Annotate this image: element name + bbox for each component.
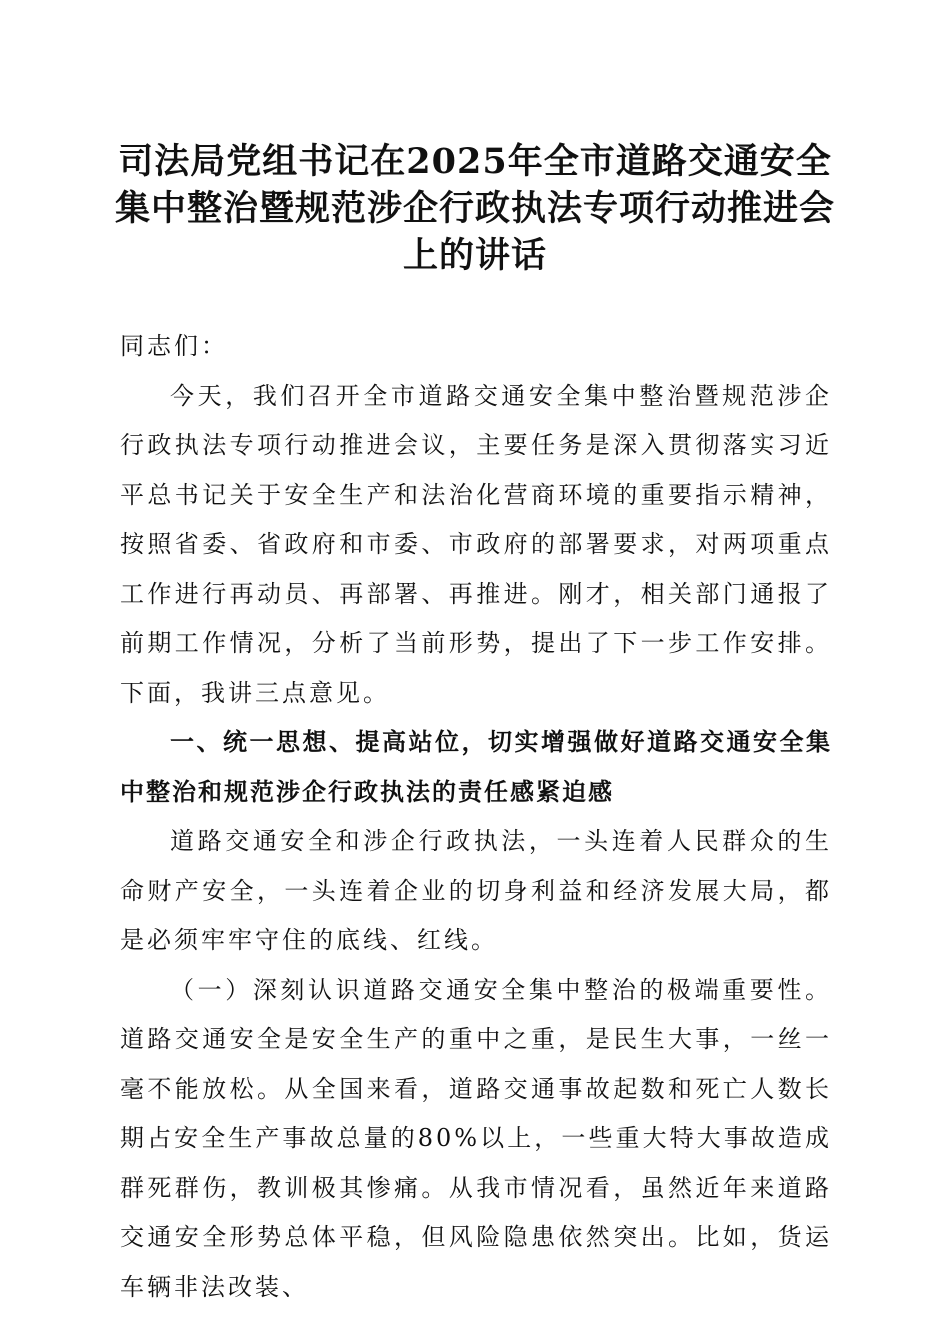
document-title: 司法局党组书记在2025年全市道路交通安全集中整治暨规范涉企行政执法专项行动推进会上的讲话 [114, 141, 835, 276]
salutation: 同志们： [120, 332, 228, 360]
section-1-paragraph: 道路交通安全和涉企行政执法，一头连着人民群众的生命财产安全，一头连着企业的切身利益和经济发展大局，都是必须牢牢守住的底线、红线。 [120, 827, 832, 954]
section-heading-1: 一、统一思想、提高站位，切实增强做好道路交通安全集中整治和规范涉企行政执法的责任感紧迫感 [120, 728, 832, 806]
intro-paragraph: 今天，我们召开全市道路交通安全集中整治暨规范涉企行政执法专项行动推进会议，主要任务是深入贯彻落实习近平总书记关于安全生产和法治化营商环境的重要指示精神，按照省委、省政府和市委、市政府的部署要求，对两项重点工作进行再动员、再部署、再推进。刚才，相关部门通报了前期工作情况，分析了当前形势，提出了下一步工作安排。下面，我讲三点意见。 [120, 381, 832, 707]
document-body [120, 322, 832, 1312]
subsection-1-lead: （一）深刻认识道路交通安全集中整治的极端重要性。 [170, 975, 832, 1004]
subsection-1-paragraph [120, 966, 832, 1313]
subsection-1-body: 道路交通安全是安全生产的重中之重，是民生大事，一丝一毫不能放松。从全国来看，道路交通事故起数和死亡人数长期占安全生产事故总量的80%以上，一些重大特大事故造成群死群伤，教训极其惨痛。从我市情况看，虽然近年来道路交通安全形势总体平稳，但风险隐患依然突出。比如，货运车辆非法改装、 [120, 1025, 832, 1301]
